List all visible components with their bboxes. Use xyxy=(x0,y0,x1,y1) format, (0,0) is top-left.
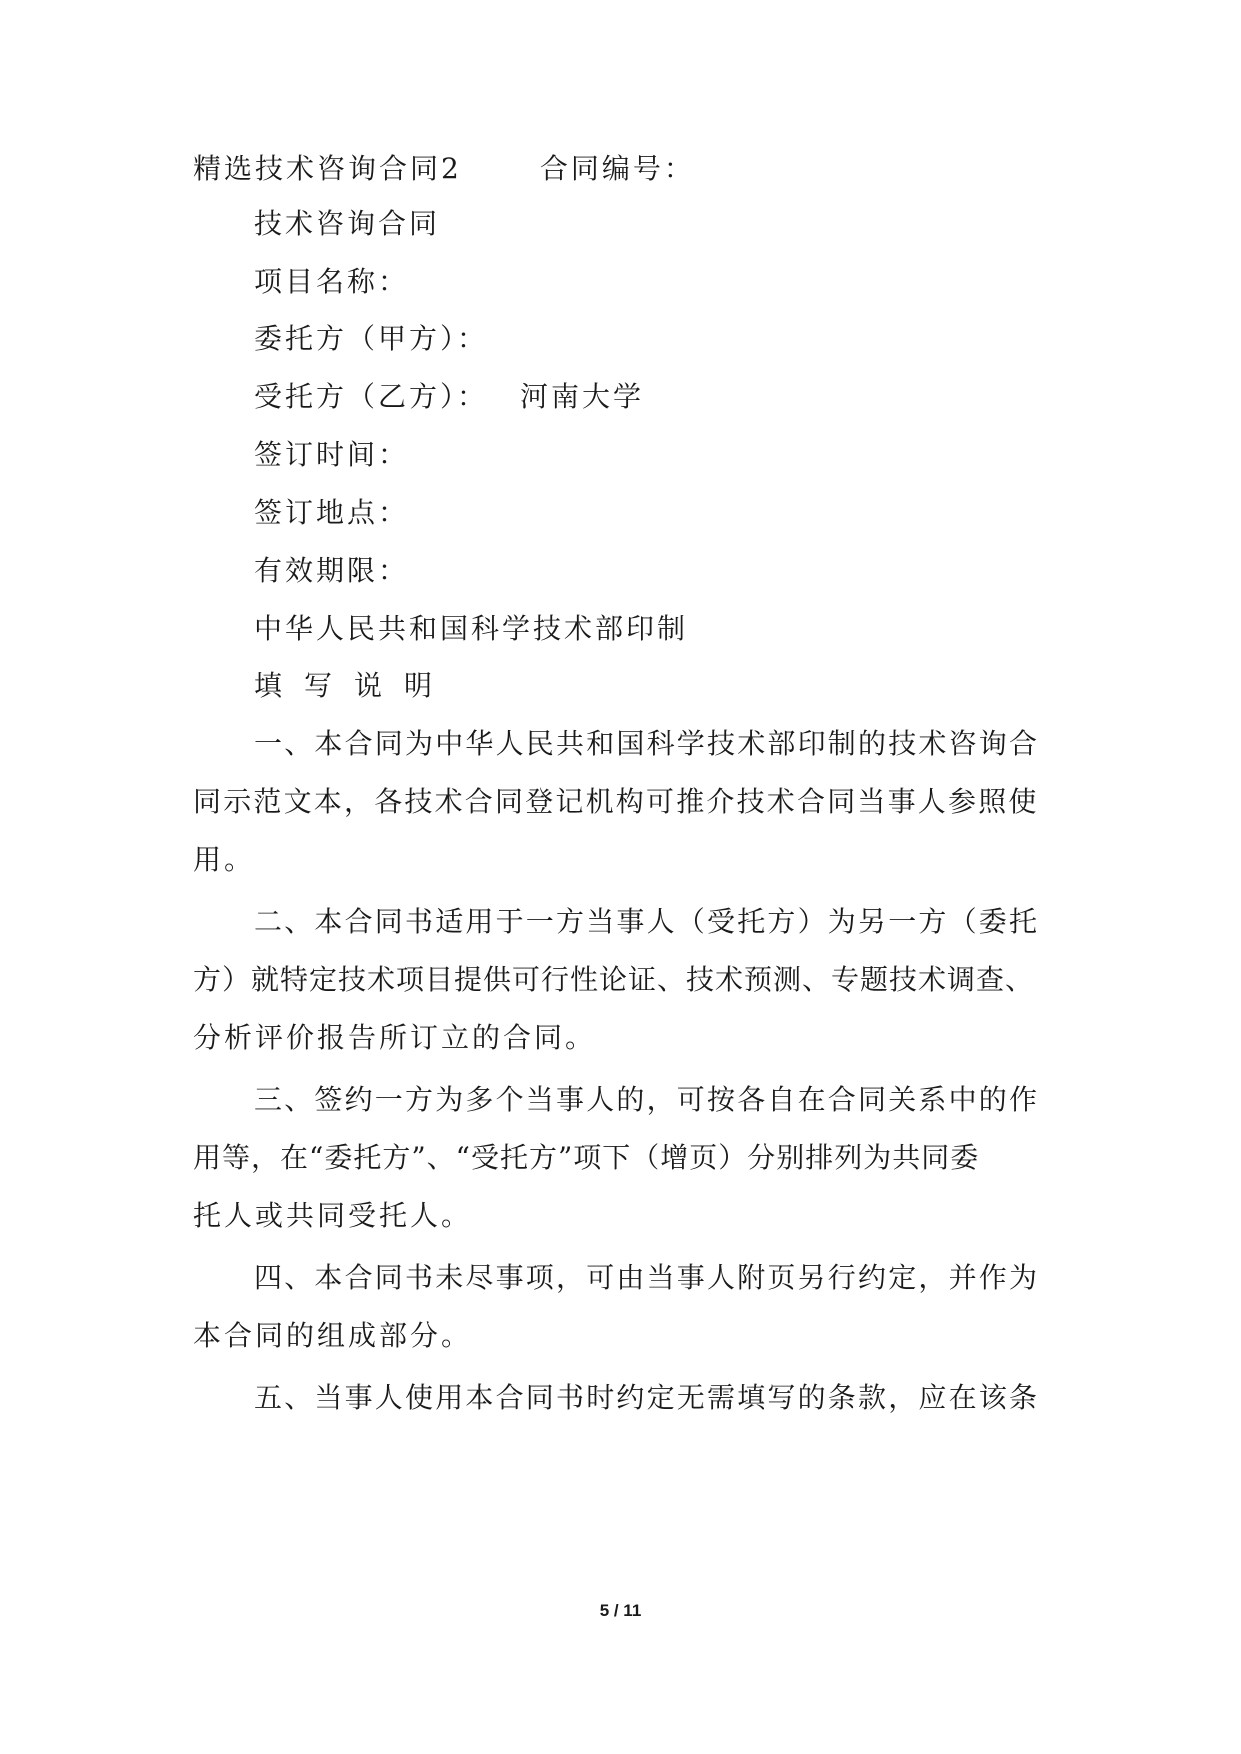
client-label: 委托方（甲方）： xyxy=(254,322,489,355)
contract-number-label: 合同编号： xyxy=(539,152,695,185)
project-name-label: 项目名称： xyxy=(254,265,410,298)
contract-type: 技术咨询合同 xyxy=(254,207,441,240)
item3-line2: 用等，在“委托方”、“受托方”项下（增页）分别排列为共同委 xyxy=(193,1141,980,1174)
sign-place-label: 签订地点： xyxy=(254,496,410,529)
item2-line2: 方）就特定技术项目提供可行性论证、技术预测、专题技术调查、 xyxy=(193,963,1035,996)
document-title: 精选技术咨询合同2 xyxy=(193,152,462,185)
instructions-heading: 填写说明 xyxy=(254,669,455,702)
item5-line1: 五、当事人使用本合同书时约定无需填写的条款，应在该条 xyxy=(254,1381,1040,1414)
printed-by: 中华人民共和国科学技术部印制 xyxy=(254,612,689,645)
consultant-label: 受托方（乙方）： xyxy=(254,380,489,413)
consultant-line xyxy=(254,380,644,414)
header-line xyxy=(193,152,695,186)
item1-line1: 一、本合同为中华人民共和国科学技术部印制的技术咨询合 xyxy=(254,727,1040,760)
item3-line1: 三、签约一方为多个当事人的，可按各自在合同关系中的作 xyxy=(254,1083,1040,1116)
consultant-value: 河南大学 xyxy=(520,380,645,413)
item4-line2: 本合同的组成部分。 xyxy=(193,1319,473,1352)
sign-time-label: 签订时间： xyxy=(254,438,410,471)
page-number: 5 / 11 xyxy=(599,1601,642,1620)
item4-line1: 四、本合同书未尽事项，可由当事人附页另行约定，并作为 xyxy=(254,1261,1040,1294)
item1-line3: 用。 xyxy=(193,843,256,876)
item2-line3: 分析评价报告所订立的合同。 xyxy=(193,1021,597,1054)
item2-line1: 二、本合同书适用于一方当事人（受托方）为另一方（委托 xyxy=(254,905,1040,938)
item1-line2: 同示范文本，各技术合同登记机构可推介技术合同当事人参照使 xyxy=(193,785,1039,818)
validity-label: 有效期限： xyxy=(254,554,410,587)
item3-line3: 托人或共同受托人。 xyxy=(193,1199,473,1232)
